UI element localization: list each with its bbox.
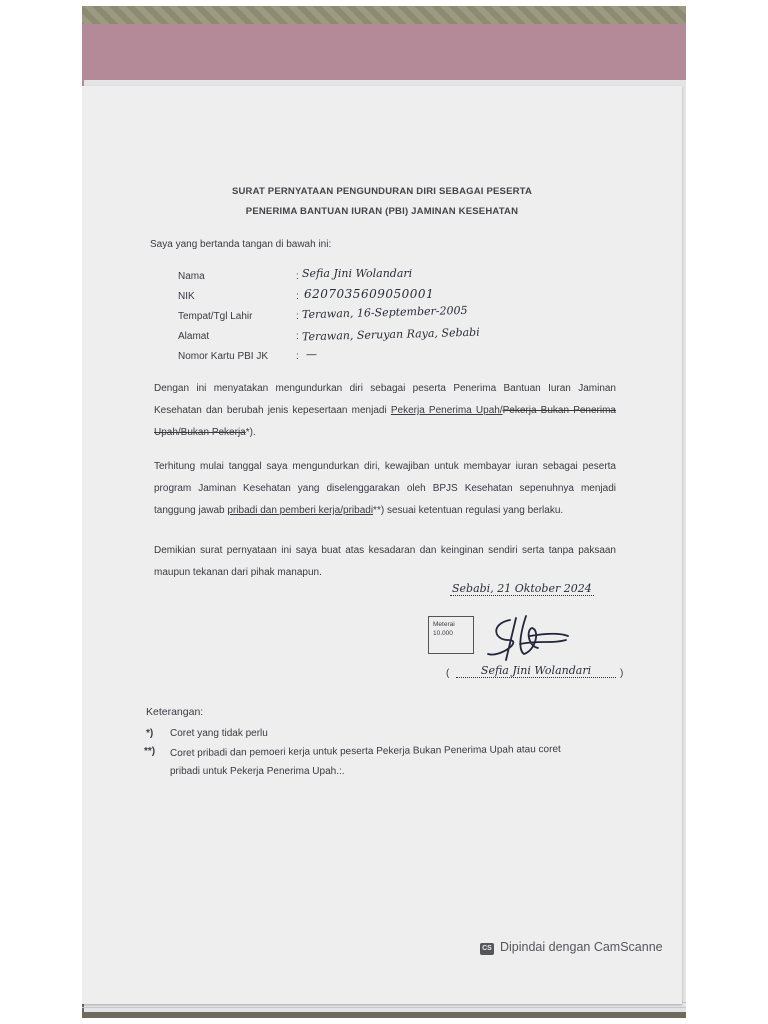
paragraph-1-suffix: *). xyxy=(245,427,256,438)
scanner-footer-text: Dipindai dengan CamScanne xyxy=(500,940,663,954)
paragraph-1 xyxy=(154,378,616,444)
field-value-nik: 6207035609050001 xyxy=(304,287,435,301)
field-label-birth: Tempat/Tgl Lahir xyxy=(178,311,253,322)
note-text: Coret yang tidak perlu xyxy=(170,728,268,739)
paragraph-1-text: Dengan ini menyatakan mengundurkan diri sebagai peserta Penerima Bantuan Iuran Jaminan Kesehatan dan berubah jenis kepesertaan menjadi xyxy=(154,383,616,416)
paper-edge xyxy=(82,1007,686,1008)
field-label-nik: NIK xyxy=(178,291,195,302)
keterangan-title: Keterangan: xyxy=(146,706,204,718)
paragraph-2 xyxy=(154,456,616,522)
paragraph-2-suffix: **) sesuai ketentuan regulasi yang berlaku. xyxy=(373,505,564,516)
signer-bracket-close: ) xyxy=(620,668,624,679)
note-mark: **) xyxy=(144,746,156,757)
intro-text: Saya yang bertanda tangan di bawah ini: xyxy=(150,239,332,250)
colon: : xyxy=(296,331,299,342)
field-value-name: Sefia Jini Wolandari xyxy=(302,267,413,280)
field-label-name: Nama xyxy=(178,271,205,282)
document-title-line1: SURAT PERNYATAAN PENGUNDURAN DIRI SEBAGAI PESERTA xyxy=(231,186,533,197)
signer-bracket-open: ( xyxy=(446,668,450,679)
paragraph-3: Demikian surat pernyataan ini saya buat atas kesadaran dan keinginan sendiri serta tanpa paksaan maupun tekanan dari pihak manapun. xyxy=(154,545,616,578)
colon: : xyxy=(296,291,299,302)
field-label-address: Alamat xyxy=(178,331,210,342)
field-value-card: — xyxy=(306,348,317,361)
meterai-stamp: Meterai 10.000 xyxy=(428,616,474,654)
document-title-line2: PENERIMA BANTUAN IURAN (PBI) JAMINAN KESEHATAN xyxy=(245,206,519,217)
paragraph-2-underlined: pribadi dan pemberi kerja/pribadi xyxy=(227,505,374,516)
paragraph-1-underlined: Pekerja Penerima Upah/ xyxy=(390,405,503,416)
note-text: Coret pribadi dan pemoeri kerja untuk peserta Pekerja Bukan Penerima Upah atau coret xyxy=(169,743,561,760)
colon: : xyxy=(296,271,299,282)
note-text: pribadi untuk Pekerja Penerima Upah.:. xyxy=(170,766,345,777)
scanner-footer xyxy=(480,940,663,955)
colon: : xyxy=(296,351,299,362)
field-label-card: Nomor Kartu PBI JK xyxy=(178,351,269,362)
signer-name: Sefia Jini Wolandari xyxy=(456,664,616,678)
field-value-birth: Terawan, 16-September-2005 xyxy=(301,303,468,322)
scanned-photo xyxy=(82,6,686,1018)
camscanner-icon: CS xyxy=(480,943,494,955)
colon: : xyxy=(296,311,299,322)
note-mark: *) xyxy=(146,728,154,739)
field-value-address: Terawan, Seruyan Raya, Sebabi xyxy=(301,325,480,344)
paragraph-1-struck: Pekerja Bukan Penerima Upah/Bukan Pekerja xyxy=(154,405,616,438)
document-page xyxy=(82,86,682,1004)
place-date: Sebabi, 21 Oktober 2024 xyxy=(452,582,592,595)
signature-image xyxy=(480,610,572,666)
paragraph-2-text: Terhitung mulai tanggal saya mengundurkan diri, kewajiban untuk membayar iuran sebagai peserta program Jaminan Kesehatan yang diselenggarakan oleh BPJS Kesehatan sepenuhnya menjadi tanggung jawab xyxy=(154,461,616,516)
